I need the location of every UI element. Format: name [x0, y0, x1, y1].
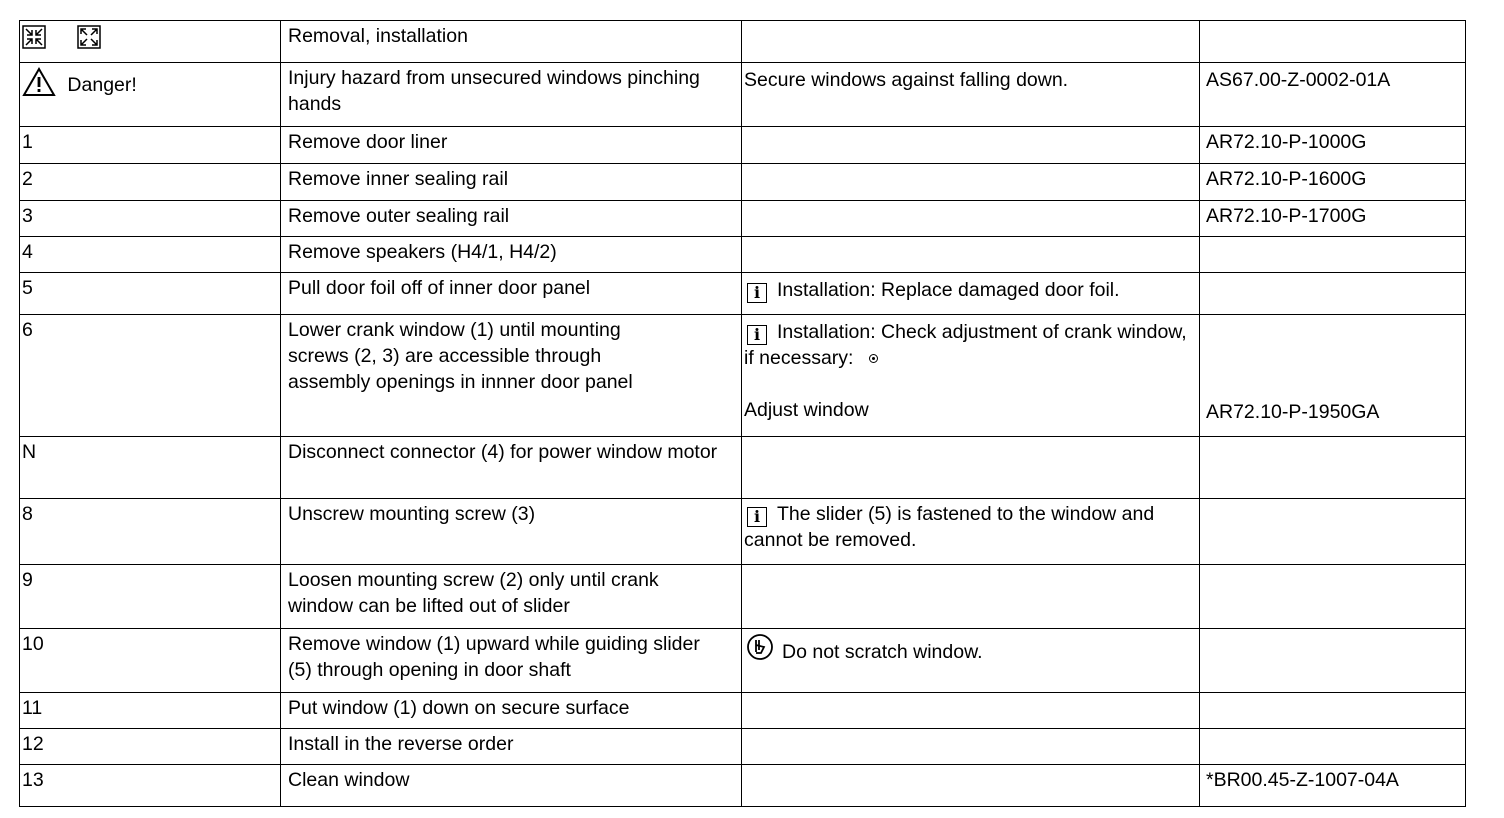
- step-row: [20, 729, 1466, 765]
- step-number: 4: [20, 237, 281, 273]
- warning-triangle-icon: [22, 67, 56, 97]
- step-text: Install in the reverse order: [281, 729, 742, 765]
- step-ref: AR72.10-P-1700G: [1200, 201, 1466, 237]
- step-row: [20, 565, 1466, 629]
- step-number: 13: [20, 765, 281, 807]
- step-row: [20, 127, 1466, 164]
- danger-ref: AS67.00-Z-0002-01A: [1200, 63, 1466, 127]
- step-number: 12: [20, 729, 281, 765]
- procedure-table: [19, 20, 1466, 807]
- caution-hand-icon: [746, 633, 774, 661]
- danger-cell: [20, 63, 281, 127]
- step-row: [20, 201, 1466, 237]
- danger-label: Danger!: [67, 74, 137, 96]
- step-text: Remove outer sealing rail: [281, 201, 742, 237]
- step-note-cell: [742, 499, 1200, 565]
- info-icon: i: [747, 283, 767, 303]
- step-text: Remove speakers (H4/1, H4/2): [281, 237, 742, 273]
- step-note-cell: [742, 273, 1200, 315]
- info-icon: i: [747, 507, 767, 527]
- step-row: [20, 237, 1466, 273]
- step-row: [20, 315, 1466, 437]
- removal-icon: [22, 25, 46, 49]
- step-number: N: [20, 437, 281, 499]
- step-number: 2: [20, 164, 281, 201]
- step-text: Loosen mounting screw (2) only until crank window can be lifted out of slider: [281, 565, 742, 629]
- step-text: Pull door foil off of inner door panel: [281, 273, 742, 315]
- step-text: Put window (1) down on secure surface: [281, 693, 742, 729]
- step-ref: AR72.10-P-1950GA: [1206, 401, 1380, 423]
- step-ref: AR72.10-P-1600G: [1200, 164, 1466, 201]
- danger-row: [20, 63, 1466, 127]
- step-note-block: [744, 319, 1199, 371]
- header-row: [20, 21, 1466, 63]
- step-text: Disconnect connector (4) for power window motor: [281, 437, 742, 499]
- info-icon: i: [747, 325, 767, 345]
- step-text: Remove window (1) upward while guiding slider (5) through opening in door shaft: [281, 629, 742, 693]
- step-row: [20, 693, 1466, 729]
- step-row: [20, 273, 1466, 315]
- step-note: Installation: Replace damaged door foil.: [777, 279, 1120, 301]
- header-icons-cell: [20, 21, 281, 63]
- step-note: The slider (5) is fastened to the window and cannot be removed.: [744, 503, 1155, 551]
- step-note-cell: [742, 629, 1200, 693]
- step-ref-cell: [1200, 315, 1466, 437]
- step-number: 8: [20, 499, 281, 565]
- step-row: [20, 164, 1466, 201]
- reference-target-icon: [869, 354, 878, 363]
- step-number: 5: [20, 273, 281, 315]
- step-note: Installation: Check adjustment of crank window, if necessary:: [744, 321, 1187, 369]
- step-number: 11: [20, 693, 281, 729]
- step-row: [20, 499, 1466, 565]
- step-note-cell: [742, 315, 1200, 437]
- step-number: 3: [20, 201, 281, 237]
- step-note-secondary: Adjust window: [744, 399, 869, 421]
- step-text: Remove door liner: [281, 127, 742, 164]
- step-text: Lower crank window (1) until mounting screws (2, 3) are accessible through assembly openings in innner door panel: [281, 315, 742, 437]
- step-number: 9: [20, 565, 281, 629]
- step-text: Unscrew mounting screw (3): [281, 499, 742, 565]
- step-ref: *BR00.45-Z-1007-04A: [1200, 765, 1466, 807]
- step-row: [20, 437, 1466, 499]
- installation-icon: [77, 25, 101, 49]
- step-text: Clean window: [281, 765, 742, 807]
- step-ref: AR72.10-P-1000G: [1200, 127, 1466, 164]
- step-number: 10: [20, 629, 281, 693]
- step-text: Remove inner sealing rail: [281, 164, 742, 201]
- step-number: 6: [20, 315, 281, 437]
- danger-action: Secure windows against falling down.: [742, 63, 1200, 127]
- header-title: Removal, installation: [281, 21, 742, 63]
- danger-description: Injury hazard from unsecured windows pinching hands: [281, 63, 742, 127]
- step-note: Do not scratch window.: [782, 641, 983, 663]
- step-number: 1: [20, 127, 281, 164]
- step-row: [20, 765, 1466, 807]
- step-row: [20, 629, 1466, 693]
